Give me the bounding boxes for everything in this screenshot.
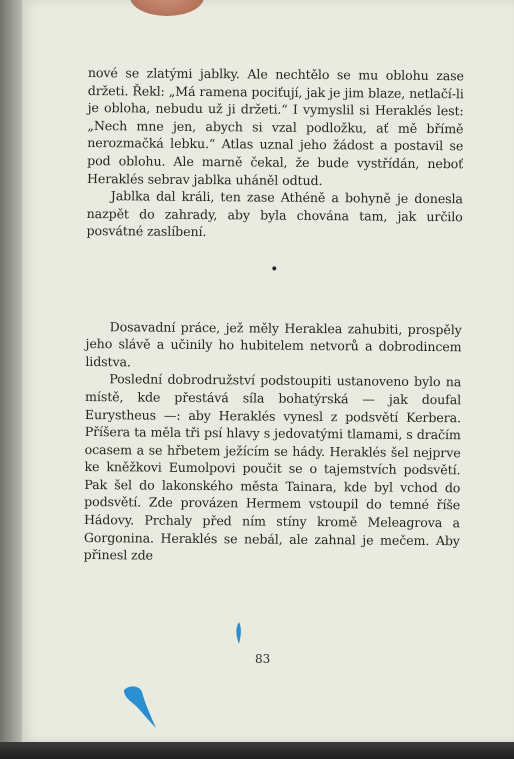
section-divider: •: [270, 261, 279, 278]
paragraph-atlas-ending: nové se zlatými jablky. Ale nechtělo se mu oblohu zase držeti. Řekl: „Má ramena pociťují, jak je jim blaze, netlačí-li je obloha, nebudu už ji držeti.“ I vymyslil si Heraklés lest: „Nech mne jen, abych si vzal podložku, ať mě břímě nerozmačká lebku.“ Atlas uznal jeho žádost a postavil se pod oblohu. Ale marně čekal, že bude vystřídán, neboť Heraklés sebrav jablka uháněl odtud.: [86, 64, 464, 188]
paragraph-apples-returned: Jablka dal králi, ten zase Athéně a bohyně je donesla nazpět do zahrady, aby byla chována tam, jak určilo posvátné zaslíbení.: [86, 188, 463, 240]
book-spine-shadow: [0, 0, 22, 759]
paragraph-previous-labors: Dosavadní práce, jež měly Heraklea zahubiti, prospěly jeho slávě a učinily ho hubitelem netvorů a dobrodincem lidstva.: [85, 318, 462, 370]
page-text: [84, 64, 464, 567]
table-edge: [0, 742, 514, 759]
page-number: 83: [255, 652, 271, 666]
paragraph-kerberos: Poslední dobrodružství podstoupiti ustanoveno bylo na místě, kde přestává síla bohatýrská — jak doufal Eurystheus —: aby Heraklés vynesl z podsvětí Kerbera. Příšera ta měla tři psí hlavy s jedovatými tlamami, s dračím ocasem a se hřbetem ježícím se hády. Heraklés šel nejprve ke kněžkovi Eumolpovi poučit se o tajemstvích podsvětí. Pak šel do lakonského města Tainara, kde byl vchod do podsvětí. Zde provázen Hermem vstoupil do temné říše Hádovy. Prchaly před ním stíny kromě Meleagrova a Gorgonina. Heraklés se nebál, ale zahnal je mečem. Aby přinesl zde: [83, 371, 462, 563]
blue-ink-dot: [232, 620, 246, 646]
blue-ink-mark: [118, 680, 162, 732]
